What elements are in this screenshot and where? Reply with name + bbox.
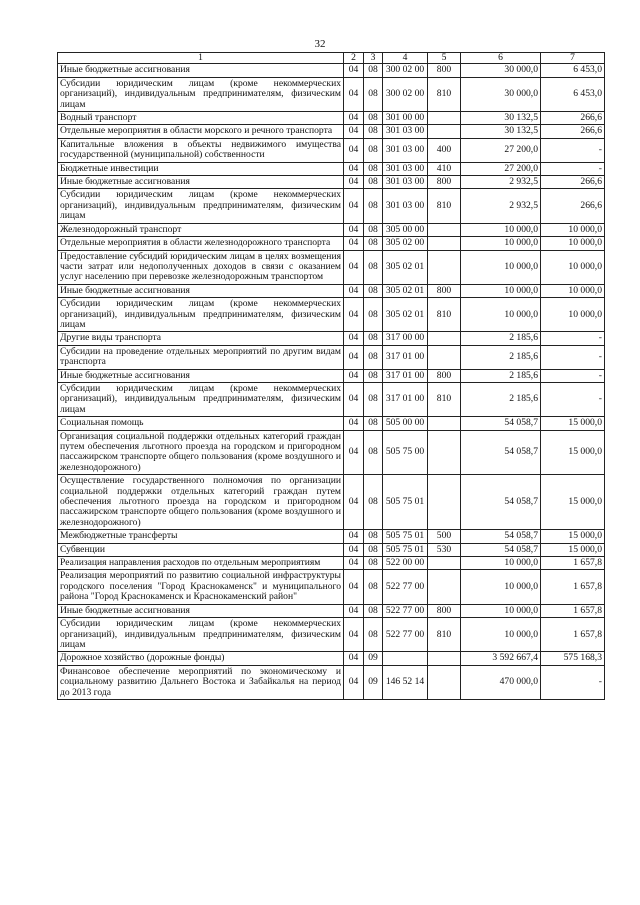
amount-cell: 10 000,0 xyxy=(461,604,541,617)
table-row xyxy=(58,570,605,604)
expense-type-cell xyxy=(428,332,461,345)
target-article-cell: 305 02 01 xyxy=(383,250,428,284)
subsection-code-cell: 08 xyxy=(364,345,383,369)
amount-cell: 470 000,0 xyxy=(461,665,541,699)
subsection-code-cell: 08 xyxy=(364,77,383,111)
table-row xyxy=(58,475,605,530)
amount-cell: 2 932,5 xyxy=(461,176,541,189)
expense-type-cell: 800 xyxy=(428,64,461,77)
amount-cell: 10 000,0 xyxy=(461,570,541,604)
table-row xyxy=(58,250,605,284)
subsection-code-cell: 08 xyxy=(364,237,383,250)
amount-cell: - xyxy=(541,665,605,699)
subsection-code-cell: 08 xyxy=(364,417,383,430)
target-article-cell: 317 00 00 xyxy=(383,332,428,345)
section-code-cell: 04 xyxy=(344,345,364,369)
expense-type-cell xyxy=(428,237,461,250)
row-name-cell: Субсидии юридическим лицам (кроме некоммерческих организаций), индивидуальным предпринимателям, физическим лицам xyxy=(58,382,344,416)
amount-cell: - xyxy=(541,382,605,416)
target-article-cell: 505 75 01 xyxy=(383,530,428,543)
table-row xyxy=(58,345,605,369)
column-header: 2 xyxy=(344,53,364,64)
target-article-cell: 305 02 01 xyxy=(383,284,428,297)
section-code-cell: 04 xyxy=(344,557,364,570)
table-body xyxy=(58,64,605,700)
row-name-cell: Реализация направления расходов по отдельным мероприятиям xyxy=(58,557,344,570)
amount-cell: - xyxy=(541,345,605,369)
row-name-cell: Железнодорожный транспорт xyxy=(58,223,344,236)
amount-cell: 27 200,0 xyxy=(461,162,541,175)
expense-type-cell: 410 xyxy=(428,162,461,175)
section-code-cell: 04 xyxy=(344,475,364,530)
amount-cell: 54 058,7 xyxy=(461,475,541,530)
target-article-cell: 505 00 00 xyxy=(383,417,428,430)
expense-type-cell: 810 xyxy=(428,189,461,223)
amount-cell: 30 132,5 xyxy=(461,125,541,138)
table-row xyxy=(58,77,605,111)
target-article-cell: 146 52 14 xyxy=(383,665,428,699)
section-code-cell: 04 xyxy=(344,417,364,430)
column-header: 1 xyxy=(58,53,344,64)
target-article-cell: 301 03 00 xyxy=(383,176,428,189)
table-row xyxy=(58,618,605,652)
row-name-cell: Осуществление государственного полномочия по организации социальной поддержки отдельных категорий граждан путем обеспечения льготного проезда на городском и пригородном пассажирском транспорте общего пользования (кроме воздушного и железнодорожного) xyxy=(58,475,344,530)
target-article-cell: 505 75 01 xyxy=(383,543,428,556)
subsection-code-cell: 08 xyxy=(364,382,383,416)
amount-cell: 10 000,0 xyxy=(461,557,541,570)
table-row xyxy=(58,138,605,162)
section-code-cell: 04 xyxy=(344,189,364,223)
target-article-cell: 300 02 00 xyxy=(383,64,428,77)
amount-cell: 15 000,0 xyxy=(541,530,605,543)
amount-cell: 2 185,6 xyxy=(461,332,541,345)
subsection-code-cell: 08 xyxy=(364,570,383,604)
target-article-cell: 505 75 01 xyxy=(383,475,428,530)
amount-cell: 10 000,0 xyxy=(541,250,605,284)
amount-cell: 30 000,0 xyxy=(461,77,541,111)
amount-cell: 10 000,0 xyxy=(461,237,541,250)
expense-type-cell xyxy=(428,665,461,699)
page-number: 32 xyxy=(314,38,326,50)
subsection-code-cell: 08 xyxy=(364,250,383,284)
amount-cell: 10 000,0 xyxy=(541,298,605,332)
target-article-cell: 301 00 00 xyxy=(383,112,428,125)
section-code-cell: 04 xyxy=(344,162,364,175)
subsection-code-cell: 08 xyxy=(364,64,383,77)
section-code-cell: 04 xyxy=(344,77,364,111)
column-header: 7 xyxy=(541,53,605,64)
section-code-cell: 04 xyxy=(344,543,364,556)
target-article-cell: 301 03 00 xyxy=(383,138,428,162)
amount-cell: 54 058,7 xyxy=(461,543,541,556)
table-row xyxy=(58,557,605,570)
expense-type-cell: 810 xyxy=(428,382,461,416)
table-row xyxy=(58,332,605,345)
expense-type-cell: 810 xyxy=(428,618,461,652)
row-name-cell: Дорожное хозяйство (дорожные фонды) xyxy=(58,652,344,665)
section-code-cell: 04 xyxy=(344,332,364,345)
row-name-cell: Субсидии юридическим лицам (кроме некоммерческих организаций), индивидуальным предпринимателям, физическим лицам xyxy=(58,77,344,111)
target-article-cell: 317 01 00 xyxy=(383,345,428,369)
amount-cell: 15 000,0 xyxy=(541,417,605,430)
section-code-cell: 04 xyxy=(344,298,364,332)
table-row xyxy=(58,652,605,665)
subsection-code-cell: 08 xyxy=(364,189,383,223)
subsection-code-cell: 08 xyxy=(364,369,383,382)
section-code-cell: 04 xyxy=(344,176,364,189)
expense-type-cell xyxy=(428,417,461,430)
subsection-code-cell: 08 xyxy=(364,557,383,570)
table-row xyxy=(58,604,605,617)
amount-cell: 2 185,6 xyxy=(461,345,541,369)
amount-cell: 54 058,7 xyxy=(461,530,541,543)
target-article-cell: 305 02 01 xyxy=(383,298,428,332)
row-name-cell: Субсидии юридическим лицам (кроме некоммерческих организаций), индивидуальным предпринимателям, физическим лицам xyxy=(58,189,344,223)
amount-cell: - xyxy=(541,162,605,175)
section-code-cell: 04 xyxy=(344,138,364,162)
amount-cell: 1 657,8 xyxy=(541,618,605,652)
table-row xyxy=(58,369,605,382)
expense-type-cell xyxy=(428,570,461,604)
section-code-cell: 04 xyxy=(344,618,364,652)
table-row xyxy=(58,162,605,175)
row-name-cell: Организация социальной поддержки отдельных категорий граждан путем обеспечения льготного проезда на городском и пригородном пассажирском транспорте общего пользования (кроме воздушного и железнодорожного) xyxy=(58,430,344,475)
amount-cell: 54 058,7 xyxy=(461,417,541,430)
amount-cell: - xyxy=(541,369,605,382)
target-article-cell: 505 75 00 xyxy=(383,430,428,475)
amount-cell: 266,6 xyxy=(541,125,605,138)
amount-cell: - xyxy=(541,138,605,162)
section-code-cell: 04 xyxy=(344,284,364,297)
amount-cell: 30 000,0 xyxy=(461,64,541,77)
target-article-cell xyxy=(383,652,428,665)
table-row xyxy=(58,176,605,189)
amount-cell: 10 000,0 xyxy=(461,284,541,297)
row-name-cell: Иные бюджетные ассигнования xyxy=(58,64,344,77)
table-row xyxy=(58,543,605,556)
row-name-cell: Отдельные мероприятия в области морского и речного транспорта xyxy=(58,125,344,138)
header-row xyxy=(58,53,605,64)
row-name-cell: Иные бюджетные ассигнования xyxy=(58,176,344,189)
section-code-cell: 04 xyxy=(344,604,364,617)
expense-type-cell xyxy=(428,557,461,570)
subsection-code-cell: 08 xyxy=(364,223,383,236)
expense-type-cell: 800 xyxy=(428,604,461,617)
amount-cell: 3 592 667,4 xyxy=(461,652,541,665)
amount-cell: 10 000,0 xyxy=(461,250,541,284)
amount-cell: 10 000,0 xyxy=(541,237,605,250)
expense-type-cell: 800 xyxy=(428,176,461,189)
section-code-cell: 04 xyxy=(344,665,364,699)
section-code-cell: 04 xyxy=(344,652,364,665)
subsection-code-cell: 08 xyxy=(364,176,383,189)
amount-cell: 30 132,5 xyxy=(461,112,541,125)
row-name-cell: Субсидии юридическим лицам (кроме некоммерческих организаций), индивидуальным предпринимателям, физическим лицам xyxy=(58,618,344,652)
expense-type-cell: 500 xyxy=(428,530,461,543)
amount-cell: 2 185,6 xyxy=(461,382,541,416)
column-header: 4 xyxy=(383,53,428,64)
row-name-cell: Межбюджетные трансферты xyxy=(58,530,344,543)
row-name-cell: Бюджетные инвестиции xyxy=(58,162,344,175)
amount-cell: 27 200,0 xyxy=(461,138,541,162)
expense-type-cell: 800 xyxy=(428,284,461,297)
amount-cell: 10 000,0 xyxy=(541,284,605,297)
expense-type-cell xyxy=(428,430,461,475)
section-code-cell: 04 xyxy=(344,430,364,475)
subsection-code-cell: 08 xyxy=(364,162,383,175)
target-article-cell: 301 03 00 xyxy=(383,189,428,223)
table-row xyxy=(58,284,605,297)
table-row xyxy=(58,382,605,416)
amount-cell: 15 000,0 xyxy=(541,430,605,475)
amount-cell: 2 185,6 xyxy=(461,369,541,382)
row-name-cell: Субсидии юридическим лицам (кроме некоммерческих организаций), индивидуальным предпринимателям, физическим лицам xyxy=(58,298,344,332)
target-article-cell: 317 01 00 xyxy=(383,382,428,416)
table-row xyxy=(58,112,605,125)
column-header: 6 xyxy=(461,53,541,64)
expense-type-cell xyxy=(428,112,461,125)
subsection-code-cell: 08 xyxy=(364,543,383,556)
table-row xyxy=(58,189,605,223)
target-article-cell: 522 77 00 xyxy=(383,604,428,617)
subsection-code-cell: 08 xyxy=(364,298,383,332)
subsection-code-cell: 08 xyxy=(364,112,383,125)
subsection-code-cell: 08 xyxy=(364,530,383,543)
table-row xyxy=(58,530,605,543)
row-name-cell: Социальная помощь xyxy=(58,417,344,430)
table-row xyxy=(58,665,605,699)
expense-type-cell: 810 xyxy=(428,298,461,332)
subsection-code-cell: 09 xyxy=(364,665,383,699)
target-article-cell: 522 77 00 xyxy=(383,618,428,652)
expense-type-cell xyxy=(428,250,461,284)
section-code-cell: 04 xyxy=(344,570,364,604)
row-name-cell: Иные бюджетные ассигнования xyxy=(58,604,344,617)
subsection-code-cell: 08 xyxy=(364,138,383,162)
target-article-cell: 522 00 00 xyxy=(383,557,428,570)
amount-cell: 15 000,0 xyxy=(541,475,605,530)
expense-type-cell: 530 xyxy=(428,543,461,556)
amount-cell: 1 657,8 xyxy=(541,570,605,604)
amount-cell: 266,6 xyxy=(541,112,605,125)
expense-type-cell: 800 xyxy=(428,369,461,382)
expense-type-cell xyxy=(428,223,461,236)
amount-cell: 1 657,8 xyxy=(541,604,605,617)
amount-cell: 575 168,3 xyxy=(541,652,605,665)
amount-cell: 15 000,0 xyxy=(541,543,605,556)
target-article-cell: 305 02 00 xyxy=(383,237,428,250)
target-article-cell: 305 00 00 xyxy=(383,223,428,236)
amount-cell: 6 453,0 xyxy=(541,64,605,77)
target-article-cell: 301 03 00 xyxy=(383,162,428,175)
target-article-cell: 300 02 00 xyxy=(383,77,428,111)
table-row xyxy=(58,417,605,430)
row-name-cell: Предоставление субсидий юридическим лицам в целях возмещения части затрат или недополученных доходов в связи с оказанием услуг населению при перевозке железнодорожным транспортом xyxy=(58,250,344,284)
row-name-cell: Субвенции xyxy=(58,543,344,556)
row-name-cell: Финансовое обеспечение мероприятий по экономическому и социальному развитию Дальнего Востока и Забайкалья на период до 2013 года xyxy=(58,665,344,699)
subsection-code-cell: 08 xyxy=(364,430,383,475)
expense-type-cell xyxy=(428,125,461,138)
table-row xyxy=(58,430,605,475)
row-name-cell: Капитальные вложения в объекты недвижимого имущества государственной (муниципальной) собственности xyxy=(58,138,344,162)
amount-cell: 6 453,0 xyxy=(541,77,605,111)
amount-cell: 1 657,8 xyxy=(541,557,605,570)
amount-cell: 266,6 xyxy=(541,189,605,223)
subsection-code-cell: 08 xyxy=(364,618,383,652)
row-name-cell: Субсидии на проведение отдельных мероприятий по другим видам транспорта xyxy=(58,345,344,369)
section-code-cell: 04 xyxy=(344,250,364,284)
row-name-cell: Отдельные мероприятия в области железнодорожного транспорта xyxy=(58,237,344,250)
row-name-cell: Другие виды транспорта xyxy=(58,332,344,345)
expense-type-cell xyxy=(428,345,461,369)
section-code-cell: 04 xyxy=(344,369,364,382)
subsection-code-cell: 08 xyxy=(364,604,383,617)
target-article-cell: 301 03 00 xyxy=(383,125,428,138)
section-code-cell: 04 xyxy=(344,530,364,543)
section-code-cell: 04 xyxy=(344,237,364,250)
amount-cell: 2 932,5 xyxy=(461,189,541,223)
expense-type-cell xyxy=(428,652,461,665)
expense-type-cell: 400 xyxy=(428,138,461,162)
table-row xyxy=(58,64,605,77)
target-article-cell: 317 01 00 xyxy=(383,369,428,382)
section-code-cell: 04 xyxy=(344,382,364,416)
subsection-code-cell: 08 xyxy=(364,332,383,345)
table-row xyxy=(58,237,605,250)
table-row xyxy=(58,298,605,332)
subsection-code-cell: 08 xyxy=(364,475,383,530)
table-row xyxy=(58,125,605,138)
section-code-cell: 04 xyxy=(344,64,364,77)
expense-type-cell xyxy=(428,475,461,530)
row-name-cell: Реализация мероприятий по развитию социальной инфраструктуры городского поселения "Город Краснокаменск" и муниципального района "Город Краснокаменск и Краснокаменский район" xyxy=(58,570,344,604)
section-code-cell: 04 xyxy=(344,112,364,125)
column-header: 5 xyxy=(428,53,461,64)
table-row xyxy=(58,223,605,236)
column-header: 3 xyxy=(364,53,383,64)
amount-cell: 54 058,7 xyxy=(461,430,541,475)
subsection-code-cell: 09 xyxy=(364,652,383,665)
amount-cell: 10 000,0 xyxy=(461,223,541,236)
budget-table xyxy=(57,52,605,700)
row-name-cell: Иные бюджетные ассигнования xyxy=(58,369,344,382)
amount-cell: 266,6 xyxy=(541,176,605,189)
subsection-code-cell: 08 xyxy=(364,284,383,297)
amount-cell: 10 000,0 xyxy=(461,618,541,652)
subsection-code-cell: 08 xyxy=(364,125,383,138)
amount-cell: - xyxy=(541,332,605,345)
target-article-cell: 522 77 00 xyxy=(383,570,428,604)
section-code-cell: 04 xyxy=(344,125,364,138)
row-name-cell: Иные бюджетные ассигнования xyxy=(58,284,344,297)
expense-type-cell: 810 xyxy=(428,77,461,111)
section-code-cell: 04 xyxy=(344,223,364,236)
amount-cell: 10 000,0 xyxy=(541,223,605,236)
row-name-cell: Водный транспорт xyxy=(58,112,344,125)
amount-cell: 10 000,0 xyxy=(461,298,541,332)
